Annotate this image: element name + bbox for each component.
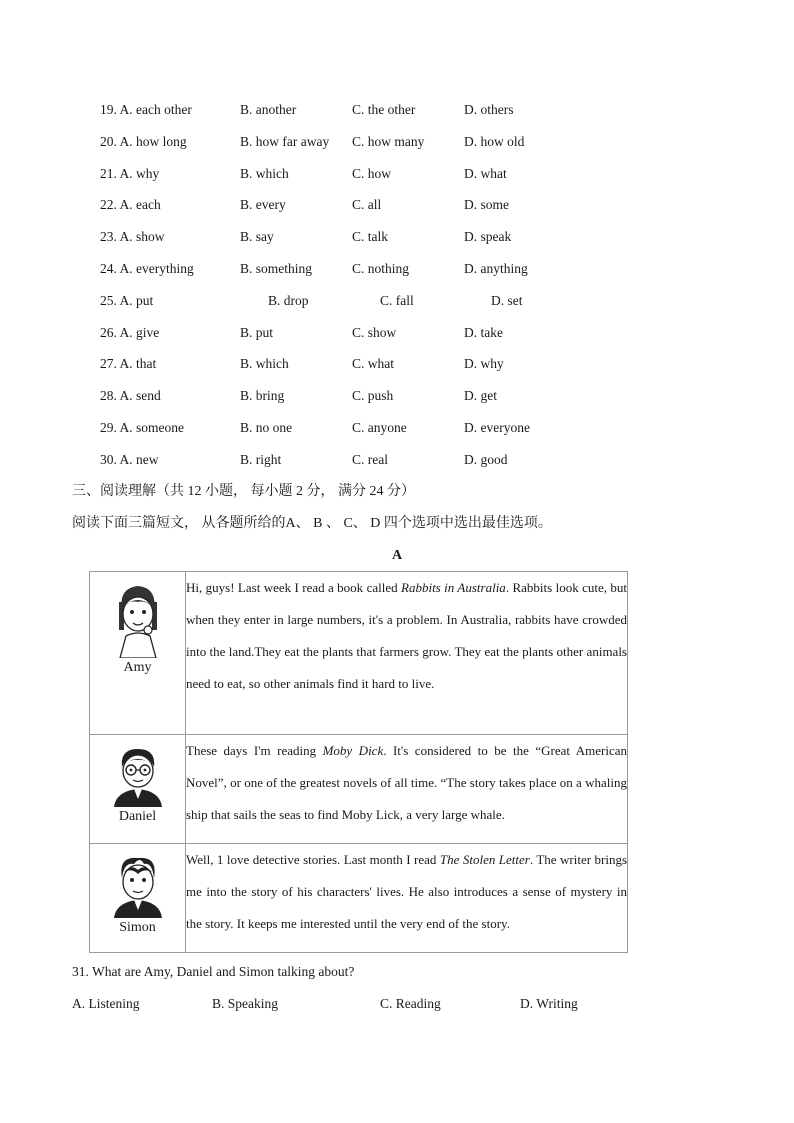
option-a: 24. A. everything [100, 261, 194, 276]
option-d: D. others [464, 102, 514, 117]
question-options [0, 994, 794, 1014]
passage-text: Well, 1 love detective stories. Last month I read The Stolen Letter. The writer brings me into the story of his characters' lives. He also introduces a sense of mystery in the story. It keeps me interested until the very end of the story. [186, 844, 628, 953]
boy-glasses-avatar-icon [106, 743, 170, 807]
option-c: C. fall [380, 292, 414, 308]
option-row [0, 354, 794, 374]
person-name: Simon [119, 920, 156, 935]
option-a: 20. A. how long [100, 133, 187, 149]
option-row [0, 164, 794, 184]
option-a: 30. A. new [100, 451, 159, 467]
person-name: Daniel [118, 809, 157, 824]
option-c: C. push [352, 388, 394, 404]
book-title: Rabbits in Australia [401, 580, 506, 595]
option-d: D. get [464, 388, 497, 404]
option-c: C. how [352, 165, 392, 181]
option-d: D. set [491, 292, 523, 308]
option-c: C. talk [352, 229, 388, 245]
option-row [0, 195, 794, 215]
option-d: D. Writing [520, 996, 578, 1011]
option-c: C. all [352, 197, 382, 213]
option-row [0, 386, 794, 406]
book-title: The Stolen Letter [439, 852, 530, 867]
option-a: 19. A. each other [100, 102, 192, 117]
section-heading: 三、阅读理解（共 12 小题， 每小题 2 分， 满分 24 分） [72, 484, 415, 499]
option-c: C. anyone [352, 420, 407, 435]
option-a: 29. A. someone [100, 420, 184, 435]
option-b: B. another [240, 102, 297, 117]
option-b: B. no one [240, 420, 293, 435]
option-a: 27. A. that [100, 356, 157, 372]
option-a: 26. A. give [100, 324, 160, 340]
avatar-cell [90, 572, 186, 735]
option-c: C. nothing [352, 261, 410, 276]
option-d: D. anything [464, 261, 528, 276]
option-row [0, 259, 794, 279]
option-b: B. something [240, 261, 313, 276]
option-a: 21. A. why [100, 165, 160, 181]
option-d: D. good [464, 451, 508, 467]
option-d: D. what [464, 165, 507, 181]
option-d: D. why [464, 356, 504, 372]
option-b: B. say [240, 229, 274, 245]
option-b: B. every [240, 197, 286, 213]
passage-table [89, 571, 628, 953]
option-b: B. Speaking [212, 996, 278, 1011]
option-b: B. how far away [240, 133, 330, 149]
option-c: C. real [352, 451, 388, 467]
option-row [0, 450, 794, 470]
table-row [90, 844, 628, 953]
option-d: D. some [464, 197, 509, 213]
option-a: 25. A. put [100, 292, 154, 308]
option-row [0, 132, 794, 152]
option-row [0, 418, 794, 438]
option-a: A. Listening [72, 996, 140, 1011]
avatar-cell [90, 735, 186, 844]
option-b: B. put [240, 324, 274, 340]
table-row [90, 572, 628, 735]
option-d: D. take [464, 324, 503, 340]
option-c: C. show [352, 324, 397, 340]
option-row [0, 323, 794, 343]
option-d: D. everyone [464, 420, 530, 435]
passage-label: A [391, 548, 403, 563]
question-stem: 31. What are Amy, Daniel and Simon talking about? [72, 964, 355, 979]
option-c: C. Reading [380, 996, 441, 1011]
avatar-cell [90, 844, 186, 953]
girl-avatar-icon [108, 580, 168, 658]
passage-text: Hi, guys! Last week I read a book called Rabbits in Australia. Rabbits look cute, but when they enter in large numbers, it's a problem. In Australia, rabbits have crowded into the land.They eat the plants that farmers grow. They eat the plants other animals need to eat, so other animals find it hard to live. [186, 572, 628, 735]
boy-avatar-icon [106, 852, 170, 918]
person-name: Amy [123, 660, 152, 675]
option-b: B. drop [268, 292, 309, 308]
option-row [0, 291, 794, 311]
option-row [0, 227, 794, 247]
option-b: B. which [240, 356, 289, 372]
option-d: D. how old [464, 133, 525, 149]
option-d: D. speak [464, 229, 512, 245]
option-b: B. which [240, 165, 289, 181]
option-c: C. what [352, 356, 394, 372]
option-b: B. bring [240, 388, 285, 404]
option-a: 22. A. each [100, 197, 161, 213]
option-a: 28. A. send [100, 388, 161, 404]
option-a: 23. A. show [100, 229, 165, 245]
table-row [90, 735, 628, 844]
book-title: Moby Dick [322, 743, 384, 758]
option-row [0, 100, 794, 120]
section-instruction: 阅读下面三篇短文， 从各题所给的A、 B 、 C、 D 四个选项中选出最佳选项。 [72, 516, 552, 531]
option-c: C. the other [352, 102, 416, 117]
passage-text: These days I'm reading Moby Dick. It's considered to be the “Great American Novel”, or one of the greatest novels of all time. “The story takes place on a whaling ship that sails the seas to find Moby Lick, a very large whale. [186, 735, 628, 844]
option-b: B. right [240, 451, 282, 467]
option-c: C. how many [352, 133, 425, 149]
